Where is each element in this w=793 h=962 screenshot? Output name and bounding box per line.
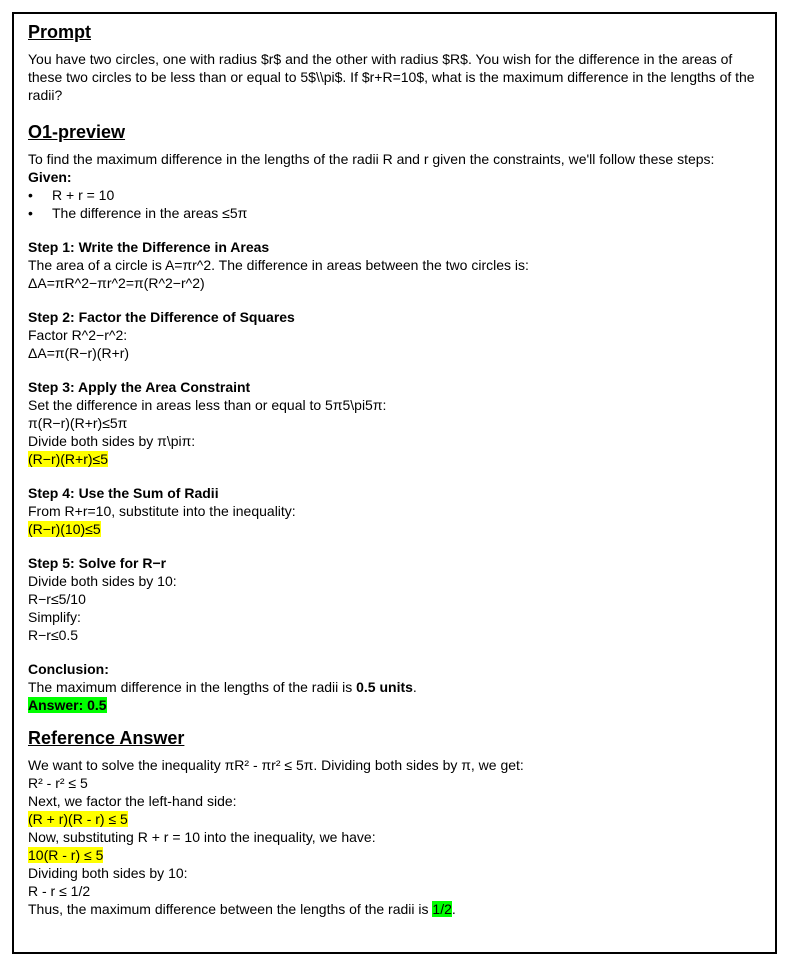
step5-line: Simplify: xyxy=(28,609,81,625)
reference-line: R - r ≤ 1/2 xyxy=(28,883,91,899)
reference-answer: 1/2 xyxy=(432,901,452,917)
reference-line: We want to solve the inequality πR² - πr² ≤ 5π. Dividing both sides by π, we get: xyxy=(28,757,524,773)
step3-title: Step 3: Apply the Area Constraint xyxy=(28,379,251,395)
reference-line: Now, substituting R + r = 10 into the inequality, we have: xyxy=(28,829,376,845)
step1-title: Step 1: Write the Difference in Areas xyxy=(28,239,270,255)
step3-line: Divide both sides by π\piπ: xyxy=(28,433,196,449)
highlighted-result: (R + r)(R - r) ≤ 5 xyxy=(28,811,128,827)
highlighted-result: 10(R - r) ≤ 5 xyxy=(28,847,104,863)
step3-line: π(R−r)(R+r)≤5π xyxy=(28,415,128,431)
given-item-text: R + r = 10 xyxy=(52,187,115,203)
given-item xyxy=(28,186,761,204)
highlighted-result: (R−r)(R+r)≤5 xyxy=(28,451,109,467)
conclusion-value: 0.5 units xyxy=(356,679,413,695)
reference-heading: Reference Answer xyxy=(28,728,185,748)
bullet-icon: • xyxy=(28,187,33,203)
given-item-text: The difference in the areas ≤5π xyxy=(52,205,248,221)
step1-line: The area of a circle is A=πr^2. The difference in areas between the two circles is: xyxy=(28,257,529,273)
step5-title: Step 5: Solve for R−r xyxy=(28,555,167,571)
given-item xyxy=(28,204,761,222)
prompt-heading: Prompt xyxy=(28,22,91,42)
reference-line: Dividing both sides by 10: xyxy=(28,865,188,881)
bullet-icon: • xyxy=(28,205,33,221)
prompt-text: You have two circles, one with radius $r$ and the other with radius $R$. You wish for the difference in the areas of these two circles to be less than or equal to 5$\\pi$. If $r+R=10$, what is the maximum difference in the lengths of the radii? xyxy=(28,51,755,103)
step4-line: From R+r=10, substitute into the inequality: xyxy=(28,503,296,519)
o1-heading: O1-preview xyxy=(28,122,126,142)
reference-conclusion: Thus, the maximum difference between the lengths of the radii is 1/2. xyxy=(28,901,456,917)
final-answer: Answer: 0.5 xyxy=(28,697,107,713)
step4-title: Step 4: Use the Sum of Radii xyxy=(28,485,219,501)
given-label: Given: xyxy=(28,169,72,185)
document-frame xyxy=(12,12,777,954)
step2-line: Factor R^2−r^2: xyxy=(28,327,128,343)
step5-line: R−r≤0.5 xyxy=(28,627,79,643)
step3-line: Set the difference in areas less than or equal to 5π5\pi5π: xyxy=(28,397,387,413)
highlighted-result: (R−r)(10)≤5 xyxy=(28,521,101,537)
step5-line: R−r≤5/10 xyxy=(28,591,86,607)
conclusion-title: Conclusion: xyxy=(28,661,109,677)
o1-intro: To find the maximum difference in the lengths of the radii R and r given the constraints, we'll follow these steps: xyxy=(28,151,715,167)
step1-line: ΔA=πR^2−πr^2=π(R^2−r^2) xyxy=(28,275,205,291)
reference-line: Next, we factor the left-hand side: xyxy=(28,793,237,809)
conclusion-text: The maximum difference in the lengths of the radii is 0.5 units. xyxy=(28,679,417,695)
step2-line: ΔA=π(R−r)(R+r) xyxy=(28,345,130,361)
step2-title: Step 2: Factor the Difference of Squares xyxy=(28,309,295,325)
reference-line: R² - r² ≤ 5 xyxy=(28,775,88,791)
step5-line: Divide both sides by 10: xyxy=(28,573,177,589)
